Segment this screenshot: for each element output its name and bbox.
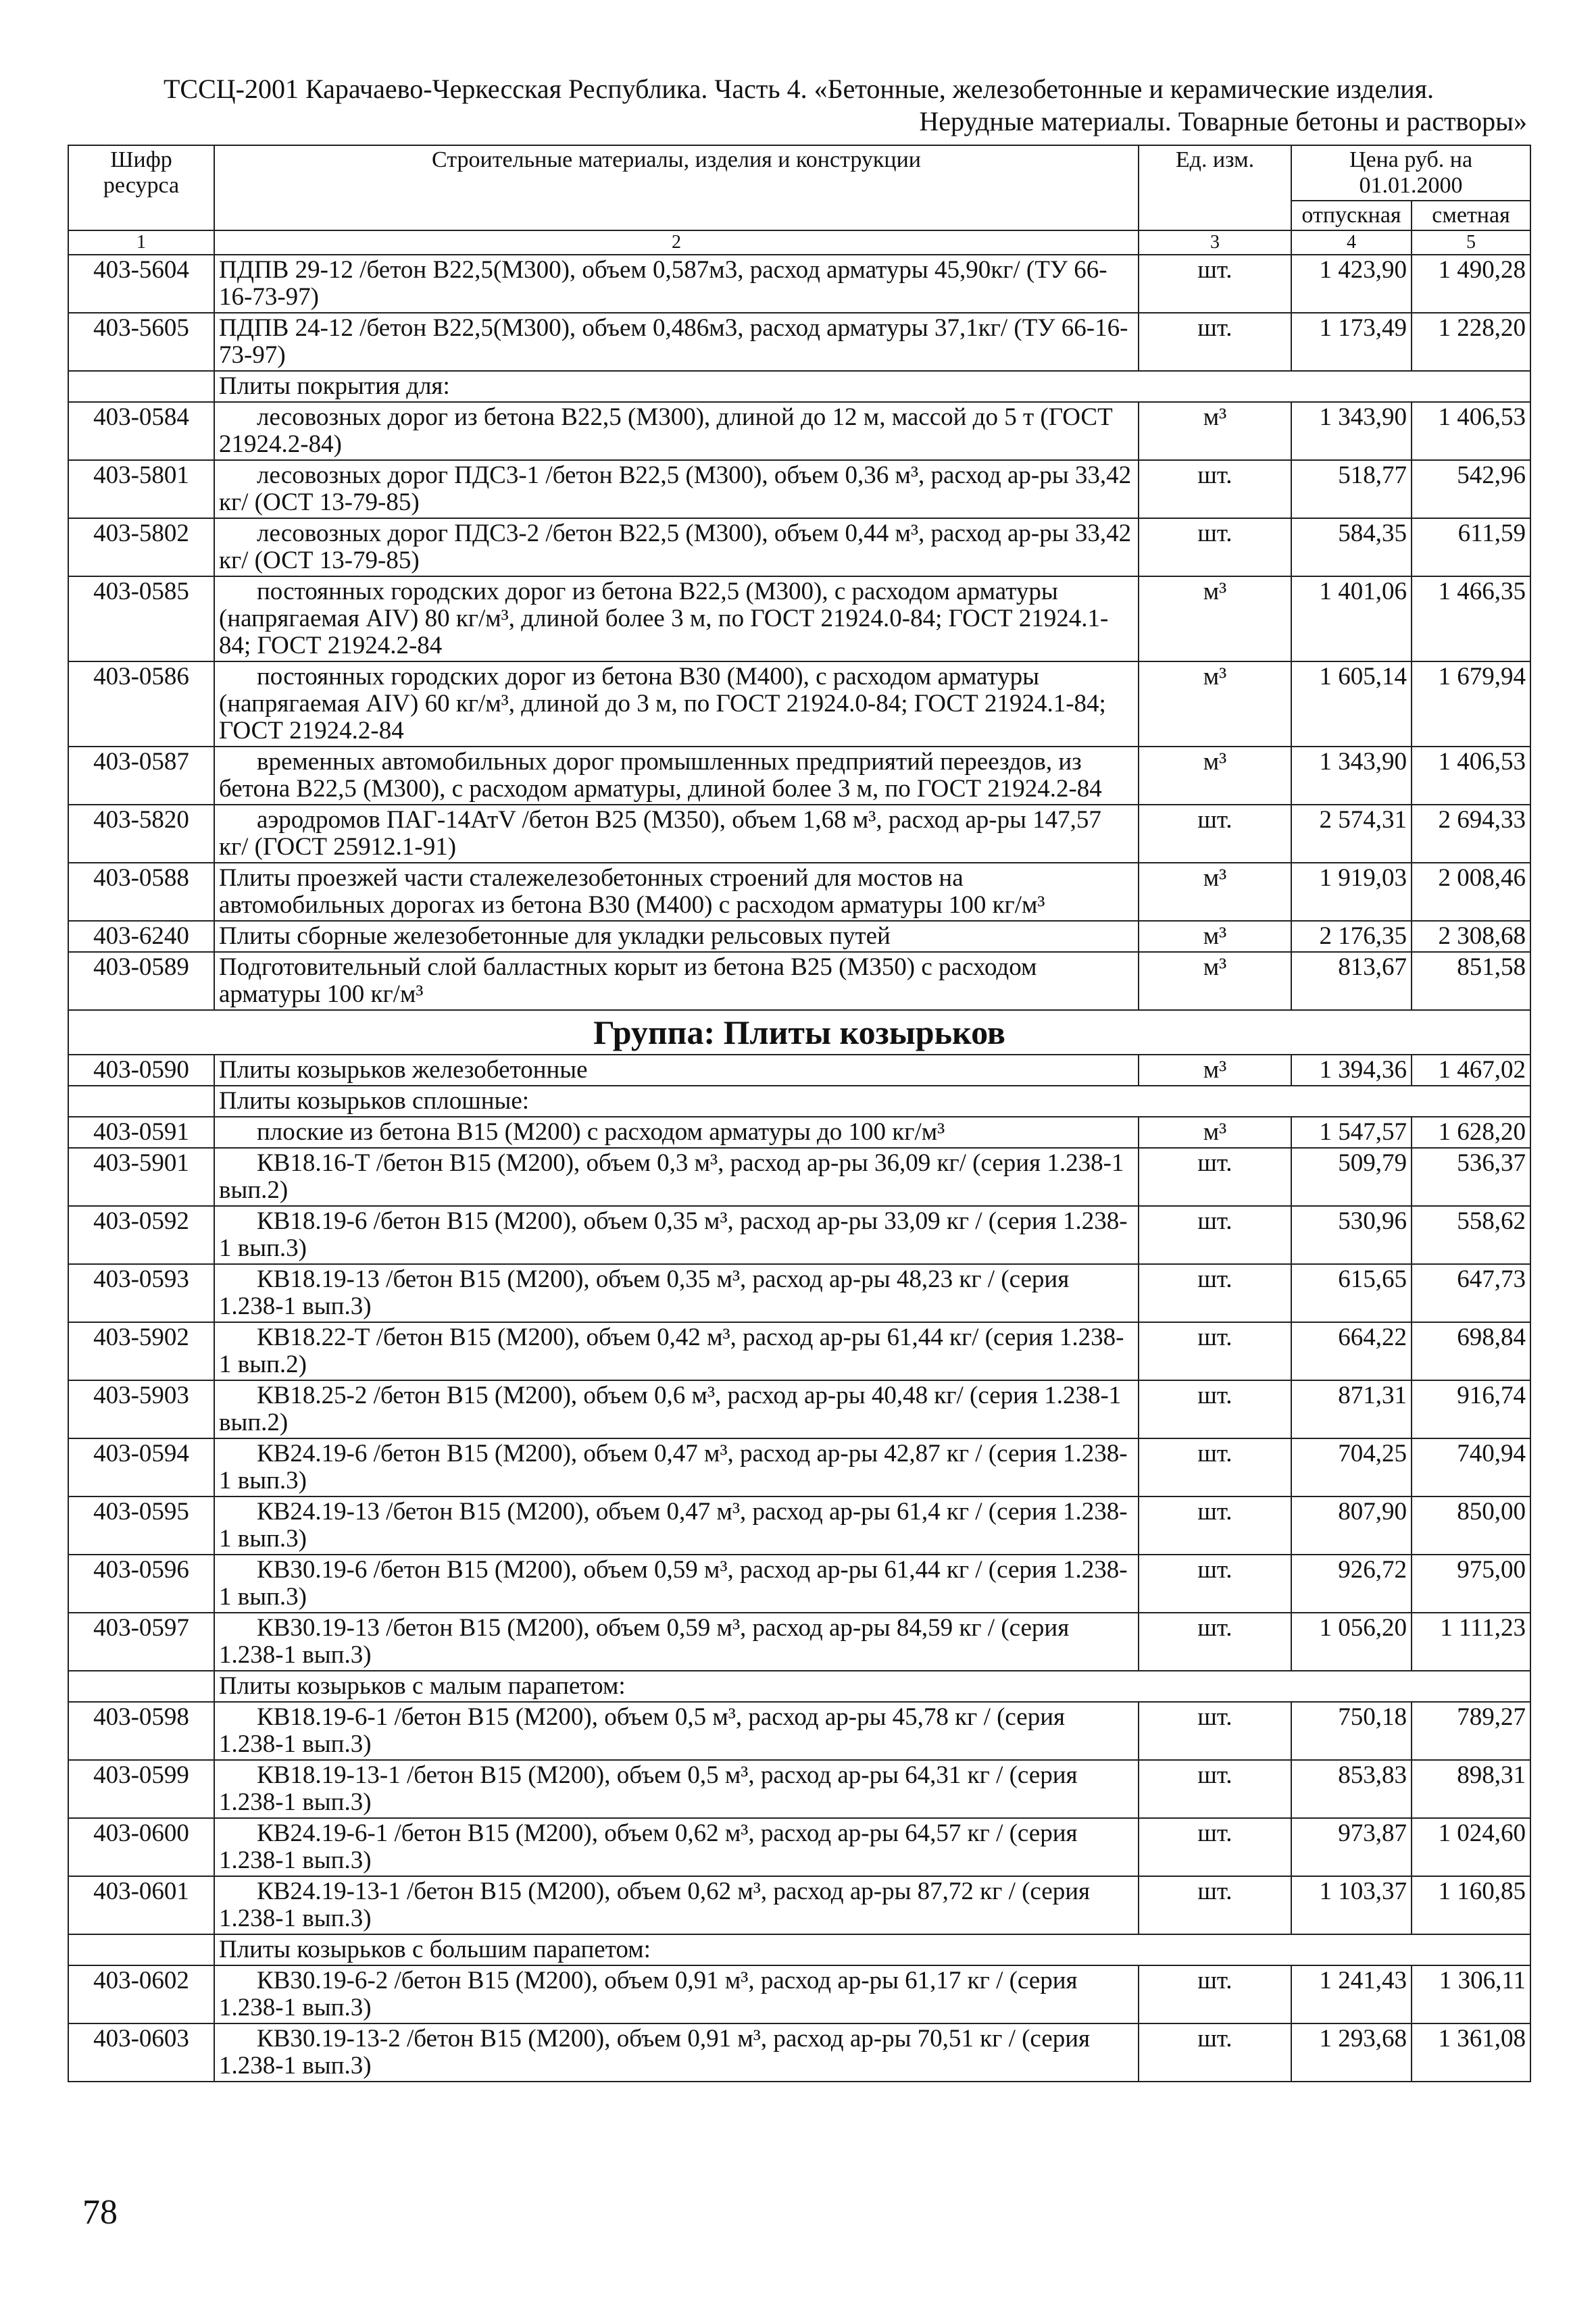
release-price: 1 423,90 — [1291, 255, 1412, 313]
release-price: 704,25 — [1291, 1438, 1412, 1496]
resource-code: 403-5802 — [68, 518, 214, 576]
item-description: КВ24.19-13-1 /бетон В15 (М200), объем 0,62 м³, расход ар-ры 87,72 кг / (серия 1.238-1 вып.3) — [214, 1876, 1139, 1934]
unit: шт. — [1139, 255, 1291, 313]
table-row — [68, 863, 1530, 921]
estimate-price: 2 008,46 — [1412, 863, 1530, 921]
unit: шт. — [1139, 1206, 1291, 1264]
resource-code: 403-0603 — [68, 2023, 214, 2082]
resource-code: 403-5901 — [68, 1148, 214, 1206]
header-estimate-price: сметная — [1412, 201, 1530, 230]
estimate-price: 1 467,02 — [1412, 1055, 1530, 1086]
item-description: КВ24.19-6 /бетон В15 (М200), объем 0,47 м³, расход ар-ры 42,87 кг / (серия 1.238-1 вып.3) — [214, 1438, 1139, 1496]
table-row — [68, 1760, 1530, 1818]
table-row — [68, 576, 1530, 661]
release-price: 530,96 — [1291, 1206, 1412, 1264]
resource-code: 403-0602 — [68, 1965, 214, 2023]
estimate-price: 850,00 — [1412, 1496, 1530, 1555]
item-description: временных автомобильных дорог промышленных предприятий переездов, из бетона В22,5 (М300), с расходом арматуры, длиной более 3 м, по ГОСТ 21924.2-84 — [214, 747, 1139, 805]
header-line-1: ТССЦ-2001 Карачаево-Черкесская Республика. Часть 4. «Бетонные, железобетонные и керамические изделия. — [163, 74, 1435, 104]
unit: шт. — [1139, 1760, 1291, 1818]
header-line-2: Нерудные материалы. Товарные бетоны и растворы» — [919, 106, 1527, 136]
estimate-price: 851,58 — [1412, 952, 1530, 1010]
resource-code: 403-0593 — [68, 1264, 214, 1322]
table-row — [68, 2023, 1530, 2082]
estimate-price: 558,62 — [1412, 1206, 1530, 1264]
estimate-price: 1 306,11 — [1412, 1965, 1530, 2023]
estimate-price: 611,59 — [1412, 518, 1530, 576]
table-row — [68, 1613, 1530, 1671]
table-row — [68, 1322, 1530, 1380]
unit: шт. — [1139, 1148, 1291, 1206]
table-row — [68, 805, 1530, 863]
item-description: лесовозных дорог ПДС3-1 /бетон В22,5 (М300), объем 0,36 м³, расход ар-ры 33,42 кг/ (ОСТ 13-79-85) — [214, 460, 1139, 518]
subheading-title: Плиты козырьков сплошные: — [214, 1086, 1530, 1117]
subheading-title: Плиты козырьков с большим парапетом: — [214, 1934, 1530, 1965]
resource-code: 403-0598 — [68, 1702, 214, 1760]
item-description: Подготовительный слой балластных корыт из бетона В25 (М350) с расходом арматуры 100 кг/м³ — [214, 952, 1139, 1010]
table-row — [68, 952, 1530, 1010]
page-number: 78 — [82, 2193, 118, 2232]
resource-code: 403-0594 — [68, 1438, 214, 1496]
resource-code: 403-5902 — [68, 1322, 214, 1380]
table-header-row — [68, 145, 1530, 201]
group-title: Группа: Плиты козырьков — [68, 1010, 1530, 1055]
item-description: Плиты проезжей части сталежелезобетонных строений для мостов на автомобильных дорогах из бетона В30 (М400) с расходом арматуры 100 кг/м³ — [214, 863, 1139, 921]
unit: шт. — [1139, 518, 1291, 576]
estimate-price: 1 628,20 — [1412, 1117, 1530, 1148]
header-release-price: отпускная — [1291, 201, 1412, 230]
item-description: плоские из бетона В15 (М200) с расходом арматуры до 100 кг/м³ — [214, 1117, 1139, 1148]
item-description: КВ30.19-6 /бетон В15 (М200), объем 0,59 м³, расход ар-ры 61,44 кг / (серия 1.238-1 вып.3) — [214, 1555, 1139, 1613]
estimate-price: 2 308,68 — [1412, 921, 1530, 952]
table-row — [68, 1702, 1530, 1760]
table-row — [68, 1965, 1530, 2023]
resource-code: 403-0584 — [68, 402, 214, 460]
item-description: КВ18.19-6 /бетон В15 (М200), объем 0,35 м³, расход ар-ры 33,09 кг / (серия 1.238-1 вып.3) — [214, 1206, 1139, 1264]
estimate-price: 1 406,53 — [1412, 747, 1530, 805]
table-row — [68, 921, 1530, 952]
resource-code: 403-0590 — [68, 1055, 214, 1086]
unit: шт. — [1139, 1965, 1291, 2023]
release-price: 2 574,31 — [1291, 805, 1412, 863]
unit: м³ — [1139, 576, 1291, 661]
empty-code-cell — [68, 371, 214, 402]
resource-code: 403-0601 — [68, 1876, 214, 1934]
resource-code: 403-0595 — [68, 1496, 214, 1555]
item-description: КВ18.22-Т /бетон В15 (М200), объем 0,42 м³, расход ар-ры 61,44 кг/ (серия 1.238-1 вып.2) — [214, 1322, 1139, 1380]
item-description: КВ30.19-13 /бетон В15 (М200), объем 0,59 м³, расход ар-ры 84,59 кг / (серия 1.238-1 вып.3) — [214, 1613, 1139, 1671]
item-description: постоянных городских дорог из бетона В22,5 (М300), с расходом арматуры (напрягаемая AIV) 80 кг/м³, длиной более 3 м, по ГОСТ 21924.0-84; ГОСТ 21924.1-84; ГОСТ 21924.2-84 — [214, 576, 1139, 661]
release-price: 926,72 — [1291, 1555, 1412, 1613]
unit: шт. — [1139, 313, 1291, 371]
unit: шт. — [1139, 1702, 1291, 1760]
item-description: лесовозных дорог из бетона В22,5 (М300), длиной до 12 м, массой до 5 т (ГОСТ 21924.2-84) — [214, 402, 1139, 460]
estimate-price: 536,37 — [1412, 1148, 1530, 1206]
release-price: 518,77 — [1291, 460, 1412, 518]
unit: шт. — [1139, 460, 1291, 518]
col-num-3: 3 — [1139, 230, 1291, 255]
table-row — [68, 661, 1530, 747]
unit: м³ — [1139, 747, 1291, 805]
release-price: 1 394,36 — [1291, 1055, 1412, 1086]
table-row — [68, 1117, 1530, 1148]
item-description: КВ18.19-13-1 /бетон В15 (М200), объем 0,5 м³, расход ар-ры 64,31 кг / (серия 1.238-1 вып.3) — [214, 1760, 1139, 1818]
resource-code: 403-5903 — [68, 1380, 214, 1438]
group-row — [68, 1010, 1530, 1055]
release-price: 664,22 — [1291, 1322, 1412, 1380]
unit: шт. — [1139, 1876, 1291, 1934]
table-body — [68, 255, 1530, 2082]
header-price: Цена руб. на 01.01.2000 — [1291, 145, 1530, 201]
item-description: Плиты сборные железобетонные для укладки рельсовых путей — [214, 921, 1139, 952]
release-price: 1 547,57 — [1291, 1117, 1412, 1148]
release-price: 1 241,43 — [1291, 1965, 1412, 2023]
subheading-row — [68, 1671, 1530, 1702]
table-row — [68, 313, 1530, 371]
estimate-price: 898,31 — [1412, 1760, 1530, 1818]
estimate-price: 1 679,94 — [1412, 661, 1530, 747]
subheading-row — [68, 371, 1530, 402]
resource-code: 403-0592 — [68, 1206, 214, 1264]
table-row — [68, 460, 1530, 518]
estimate-price: 1 228,20 — [1412, 313, 1530, 371]
unit: м³ — [1139, 1117, 1291, 1148]
release-price: 1 401,06 — [1291, 576, 1412, 661]
release-price: 1 919,03 — [1291, 863, 1412, 921]
table-row — [68, 518, 1530, 576]
column-number-row — [68, 230, 1530, 255]
item-description: КВ18.19-13 /бетон В15 (М200), объем 0,35 м³, расход ар-ры 48,23 кг / (серия 1.238-1 вып.3) — [214, 1264, 1139, 1322]
table-row — [68, 1876, 1530, 1934]
col-num-1: 1 — [68, 230, 214, 255]
table-row — [68, 1555, 1530, 1613]
unit: шт. — [1139, 2023, 1291, 2082]
unit: м³ — [1139, 952, 1291, 1010]
price-table — [68, 145, 1531, 2082]
item-description: КВ18.16-Т /бетон В15 (М200), объем 0,3 м³, расход ар-ры 36,09 кг/ (серия 1.238-1 вып.2) — [214, 1148, 1139, 1206]
unit: шт. — [1139, 1380, 1291, 1438]
resource-code: 403-0600 — [68, 1818, 214, 1876]
release-price: 1 343,90 — [1291, 402, 1412, 460]
estimate-price: 2 694,33 — [1412, 805, 1530, 863]
resource-code: 403-0599 — [68, 1760, 214, 1818]
table-row — [68, 1818, 1530, 1876]
release-price: 750,18 — [1291, 1702, 1412, 1760]
item-description: КВ30.19-6-2 /бетон В15 (М200), объем 0,91 м³, расход ар-ры 61,17 кг / (серия 1.238-1 вып.3) — [214, 1965, 1139, 2023]
subheading-row — [68, 1934, 1530, 1965]
header-code: Шифр ресурса — [68, 145, 214, 230]
table-row — [68, 255, 1530, 313]
table-row — [68, 1055, 1530, 1086]
release-price: 1 103,37 — [1291, 1876, 1412, 1934]
unit: шт. — [1139, 1438, 1291, 1496]
unit: шт. — [1139, 805, 1291, 863]
unit: шт. — [1139, 1613, 1291, 1671]
release-price: 1 605,14 — [1291, 661, 1412, 747]
item-description: КВ18.25-2 /бетон В15 (М200), объем 0,6 м³, расход ар-ры 40,48 кг/ (серия 1.238-1 вып.2) — [214, 1380, 1139, 1438]
resource-code: 403-0597 — [68, 1613, 214, 1671]
estimate-price: 916,74 — [1412, 1380, 1530, 1438]
subheading-title: Плиты козырьков с малым парапетом: — [214, 1671, 1530, 1702]
estimate-price: 1 406,53 — [1412, 402, 1530, 460]
release-price: 853,83 — [1291, 1760, 1412, 1818]
item-description: ПДПВ 24-12 /бетон В22,5(М300), объем 0,486м3, расход арматуры 37,1кг/ (ТУ 66-16-73-97) — [214, 313, 1139, 371]
item-description: лесовозных дорог ПДС3-2 /бетон В22,5 (М300), объем 0,44 м³, расход ар-ры 33,42 кг/ (ОСТ 13-79-85) — [214, 518, 1139, 576]
estimate-price: 975,00 — [1412, 1555, 1530, 1613]
release-price: 1 056,20 — [1291, 1613, 1412, 1671]
unit: шт. — [1139, 1264, 1291, 1322]
resource-code: 403-0588 — [68, 863, 214, 921]
document-header — [68, 73, 1530, 138]
table-row — [68, 1206, 1530, 1264]
release-price: 871,31 — [1291, 1380, 1412, 1438]
resource-code: 403-0587 — [68, 747, 214, 805]
resource-code: 403-5820 — [68, 805, 214, 863]
release-price: 2 176,35 — [1291, 921, 1412, 952]
item-description: КВ18.19-6-1 /бетон В15 (М200), объем 0,5 м³, расход ар-ры 45,78 кг / (серия 1.238-1 вып.3) — [214, 1702, 1139, 1760]
estimate-price: 542,96 — [1412, 460, 1530, 518]
header-unit: Ед. изм. — [1139, 145, 1291, 230]
unit: м³ — [1139, 921, 1291, 952]
unit: м³ — [1139, 402, 1291, 460]
table-row — [68, 1438, 1530, 1496]
resource-code: 403-5605 — [68, 313, 214, 371]
subheading-title: Плиты покрытия для: — [214, 371, 1530, 402]
header-name: Строительные материалы, изделия и конструкции — [214, 145, 1139, 230]
resource-code: 403-6240 — [68, 921, 214, 952]
unit: шт. — [1139, 1818, 1291, 1876]
unit: м³ — [1139, 661, 1291, 747]
estimate-price: 1 361,08 — [1412, 2023, 1530, 2082]
empty-code-cell — [68, 1086, 214, 1117]
release-price: 1 173,49 — [1291, 313, 1412, 371]
estimate-price: 647,73 — [1412, 1264, 1530, 1322]
empty-code-cell — [68, 1671, 214, 1702]
release-price: 1 293,68 — [1291, 2023, 1412, 2082]
release-price: 813,67 — [1291, 952, 1412, 1010]
item-description: КВ30.19-13-2 /бетон В15 (М200), объем 0,91 м³, расход ар-ры 70,51 кг / (серия 1.238-1 вып.3) — [214, 2023, 1139, 2082]
item-description: КВ24.19-6-1 /бетон В15 (М200), объем 0,62 м³, расход ар-ры 64,57 кг / (серия 1.238-1 вып.3) — [214, 1818, 1139, 1876]
item-description: ПДПВ 29-12 /бетон В22,5(М300), объем 0,587м3, расход арматуры 45,90кг/ (ТУ 66-16-73-97) — [214, 255, 1139, 313]
col-num-4: 4 — [1291, 230, 1412, 255]
estimate-price: 1 490,28 — [1412, 255, 1530, 313]
resource-code: 403-0596 — [68, 1555, 214, 1613]
estimate-price: 698,84 — [1412, 1322, 1530, 1380]
resource-code: 403-5604 — [68, 255, 214, 313]
table-row — [68, 1380, 1530, 1438]
table-row — [68, 1264, 1530, 1322]
estimate-price: 1 466,35 — [1412, 576, 1530, 661]
resource-code: 403-0589 — [68, 952, 214, 1010]
unit: шт. — [1139, 1322, 1291, 1380]
item-description: Плиты козырьков железобетонные — [214, 1055, 1139, 1086]
resource-code: 403-5801 — [68, 460, 214, 518]
table-row — [68, 747, 1530, 805]
table-row — [68, 1148, 1530, 1206]
resource-code: 403-0586 — [68, 661, 214, 747]
unit: м³ — [1139, 1055, 1291, 1086]
item-description: постоянных городских дорог из бетона В30 (М400), с расходом арматуры (напрягаемая AIV) 60 кг/м³, длиной до 3 м, по ГОСТ 21924.0-84; ГОСТ 21924.1-84; ГОСТ 21924.2-84 — [214, 661, 1139, 747]
release-price: 509,79 — [1291, 1148, 1412, 1206]
item-description: аэродромов ПАГ-14АтV /бетон В25 (М350), объем 1,68 м³, расход ар-ры 147,57 кг/ (ГОСТ 25912.1-91) — [214, 805, 1139, 863]
estimate-price: 1 160,85 — [1412, 1876, 1530, 1934]
table-row — [68, 1496, 1530, 1555]
estimate-price: 1 111,23 — [1412, 1613, 1530, 1671]
estimate-price: 740,94 — [1412, 1438, 1530, 1496]
col-num-5: 5 — [1412, 230, 1530, 255]
release-price: 973,87 — [1291, 1818, 1412, 1876]
unit: м³ — [1139, 863, 1291, 921]
unit: шт. — [1139, 1555, 1291, 1613]
release-price: 615,65 — [1291, 1264, 1412, 1322]
unit: шт. — [1139, 1496, 1291, 1555]
table-row — [68, 402, 1530, 460]
release-price: 1 343,90 — [1291, 747, 1412, 805]
subheading-row — [68, 1086, 1530, 1117]
estimate-price: 1 024,60 — [1412, 1818, 1530, 1876]
release-price: 807,90 — [1291, 1496, 1412, 1555]
resource-code: 403-0591 — [68, 1117, 214, 1148]
resource-code: 403-0585 — [68, 576, 214, 661]
empty-code-cell — [68, 1934, 214, 1965]
release-price: 584,35 — [1291, 518, 1412, 576]
estimate-price: 789,27 — [1412, 1702, 1530, 1760]
item-description: КВ24.19-13 /бетон В15 (М200), объем 0,47 м³, расход ар-ры 61,4 кг / (серия 1.238-1 вып.3) — [214, 1496, 1139, 1555]
col-num-2: 2 — [214, 230, 1139, 255]
